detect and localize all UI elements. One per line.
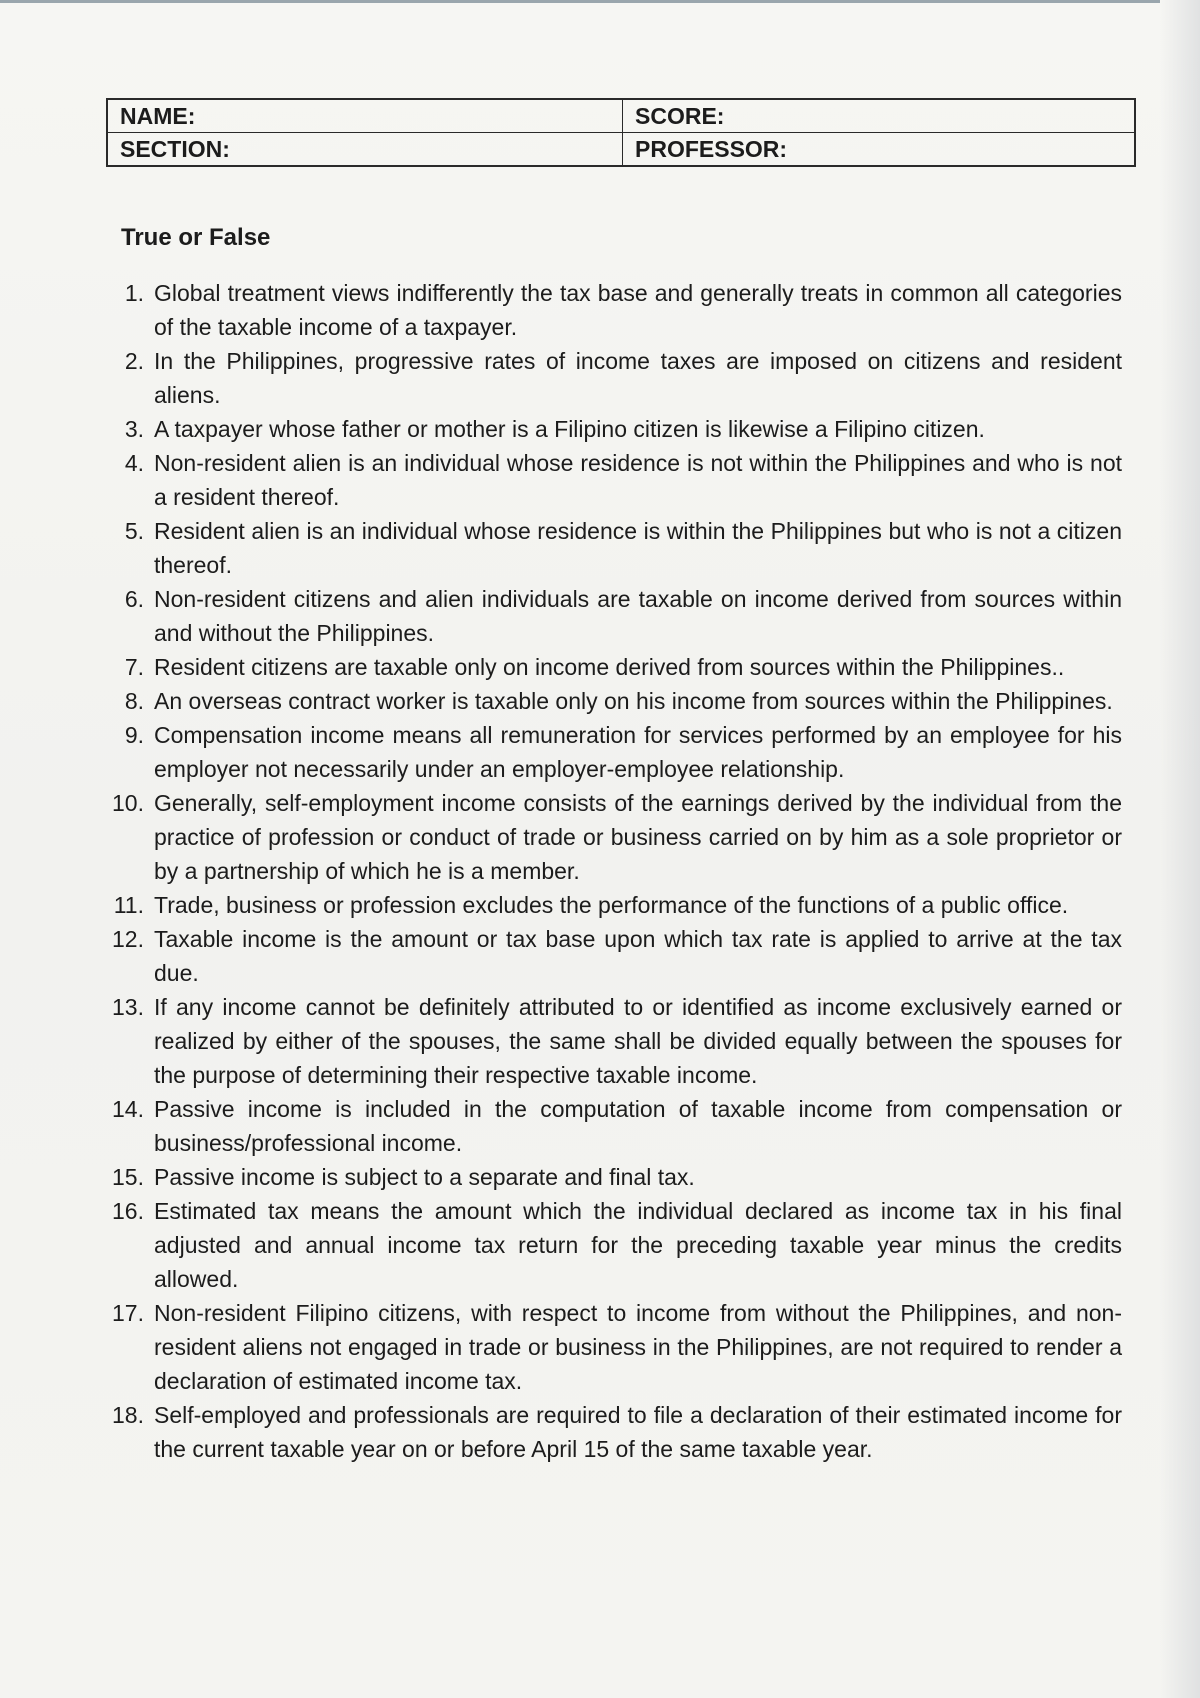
question-number: 9. bbox=[124, 722, 144, 748]
question-number: 2. bbox=[124, 348, 144, 374]
question-text: If any income cannot be definitely attributed to or identified as income exclusively earned or realized by either of the spouses, the same shall be divided equally between the spouses for the purpose of determining their respective taxable income. bbox=[154, 994, 1122, 1088]
question-number: 6. bbox=[124, 586, 144, 612]
question-item bbox=[80, 1092, 1122, 1160]
question-item bbox=[80, 718, 1122, 786]
question-text: Non-resident citizens and alien individuals are taxable on income derived from sources within and without the Philippines. bbox=[154, 586, 1122, 646]
question-number: 14. bbox=[112, 1096, 144, 1122]
question-number: 5. bbox=[124, 518, 144, 544]
professor-cell: PROFESSOR: bbox=[623, 133, 1136, 167]
question-number: 1. bbox=[124, 280, 144, 306]
question-text: Estimated tax means the amount which the individual declared as income tax in his final adjusted and annual income tax return for the preceding taxable year minus the credits allowed. bbox=[154, 1198, 1122, 1292]
section-title: True or False bbox=[121, 224, 271, 251]
question-number: 7. bbox=[124, 654, 144, 680]
question-item bbox=[80, 276, 1122, 344]
top-border-line bbox=[0, 0, 1160, 3]
question-number: 17. bbox=[112, 1300, 144, 1326]
question-item bbox=[80, 412, 1122, 446]
question-text: Generally, self-employment income consists of the earnings derived by the individual from the practice of profession or conduct of trade or business carried on by him as a sole proprietor or by a partnership of which he is a member. bbox=[154, 790, 1122, 884]
question-item bbox=[80, 1194, 1122, 1296]
question-text: Passive income is subject to a separate and final tax. bbox=[154, 1164, 695, 1190]
question-item bbox=[80, 344, 1122, 412]
question-item bbox=[80, 650, 1122, 684]
question-text: An overseas contract worker is taxable only on his income from sources within the Philippines. bbox=[154, 688, 1113, 714]
student-info-table bbox=[106, 98, 1136, 167]
question-item bbox=[80, 888, 1122, 922]
question-number: 8. bbox=[124, 688, 144, 714]
question-text: Compensation income means all remuneration for services performed by an employee for his employer not necessarily under an employer-employee relationship. bbox=[154, 722, 1122, 782]
question-number: 12. bbox=[112, 926, 144, 952]
question-item bbox=[80, 1398, 1122, 1466]
question-text: Taxable income is the amount or tax base upon which tax rate is applied to arrive at the tax due. bbox=[154, 926, 1122, 986]
question-text: Trade, business or profession excludes the performance of the functions of a public office. bbox=[154, 892, 1069, 918]
section-cell: SECTION: bbox=[107, 133, 623, 167]
question-text: A taxpayer whose father or mother is a Filipino citizen is likewise a Filipino citizen. bbox=[154, 416, 985, 442]
question-text: Passive income is included in the computation of taxable income from compensation or business/professional income. bbox=[154, 1096, 1122, 1156]
question-item bbox=[80, 446, 1122, 514]
question-number: 10. bbox=[112, 790, 144, 816]
info-row-2 bbox=[107, 133, 1135, 167]
score-cell: SCORE: bbox=[623, 99, 1136, 133]
page-edge-shadow bbox=[1160, 0, 1200, 1698]
question-item bbox=[80, 684, 1122, 718]
name-cell: NAME: bbox=[107, 99, 623, 133]
question-item bbox=[80, 990, 1122, 1092]
question-number: 11. bbox=[113, 892, 144, 918]
question-number: 4. bbox=[124, 450, 144, 476]
question-text: Global treatment views indifferently the tax base and generally treats in common all categories of the taxable income of a taxpayer. bbox=[154, 280, 1122, 340]
info-row-1 bbox=[107, 99, 1135, 133]
question-item bbox=[80, 1160, 1122, 1194]
question-number: 13. bbox=[112, 994, 144, 1020]
question-item bbox=[80, 922, 1122, 990]
question-item bbox=[80, 514, 1122, 582]
question-text: In the Philippines, progressive rates of income taxes are imposed on citizens and resident aliens. bbox=[154, 348, 1122, 408]
question-text: Resident citizens are taxable only on income derived from sources within the Philippines.. bbox=[154, 654, 1065, 680]
question-item bbox=[80, 786, 1122, 888]
question-number: 3. bbox=[124, 416, 144, 442]
question-text: Non-resident Filipino citizens, with respect to income from without the Philippines, and non-resident aliens not engaged in trade or business in the Philippines, are not required to render a declaration of estimated income tax. bbox=[154, 1300, 1122, 1394]
question-number: 15. bbox=[112, 1164, 144, 1190]
question-item bbox=[80, 582, 1122, 650]
question-text: Self-employed and professionals are required to file a declaration of their estimated income for the current taxable year on or before April 15 of the same taxable year. bbox=[154, 1402, 1122, 1462]
question-text: Resident alien is an individual whose residence is within the Philippines but who is not a citizen thereof. bbox=[154, 518, 1122, 578]
question-text: Non-resident alien is an individual whose residence is not within the Philippines and who is not a resident thereof. bbox=[154, 450, 1122, 510]
question-list bbox=[80, 276, 1122, 1466]
question-item bbox=[80, 1296, 1122, 1398]
question-number: 18. bbox=[112, 1402, 144, 1428]
question-number: 16. bbox=[112, 1198, 144, 1224]
